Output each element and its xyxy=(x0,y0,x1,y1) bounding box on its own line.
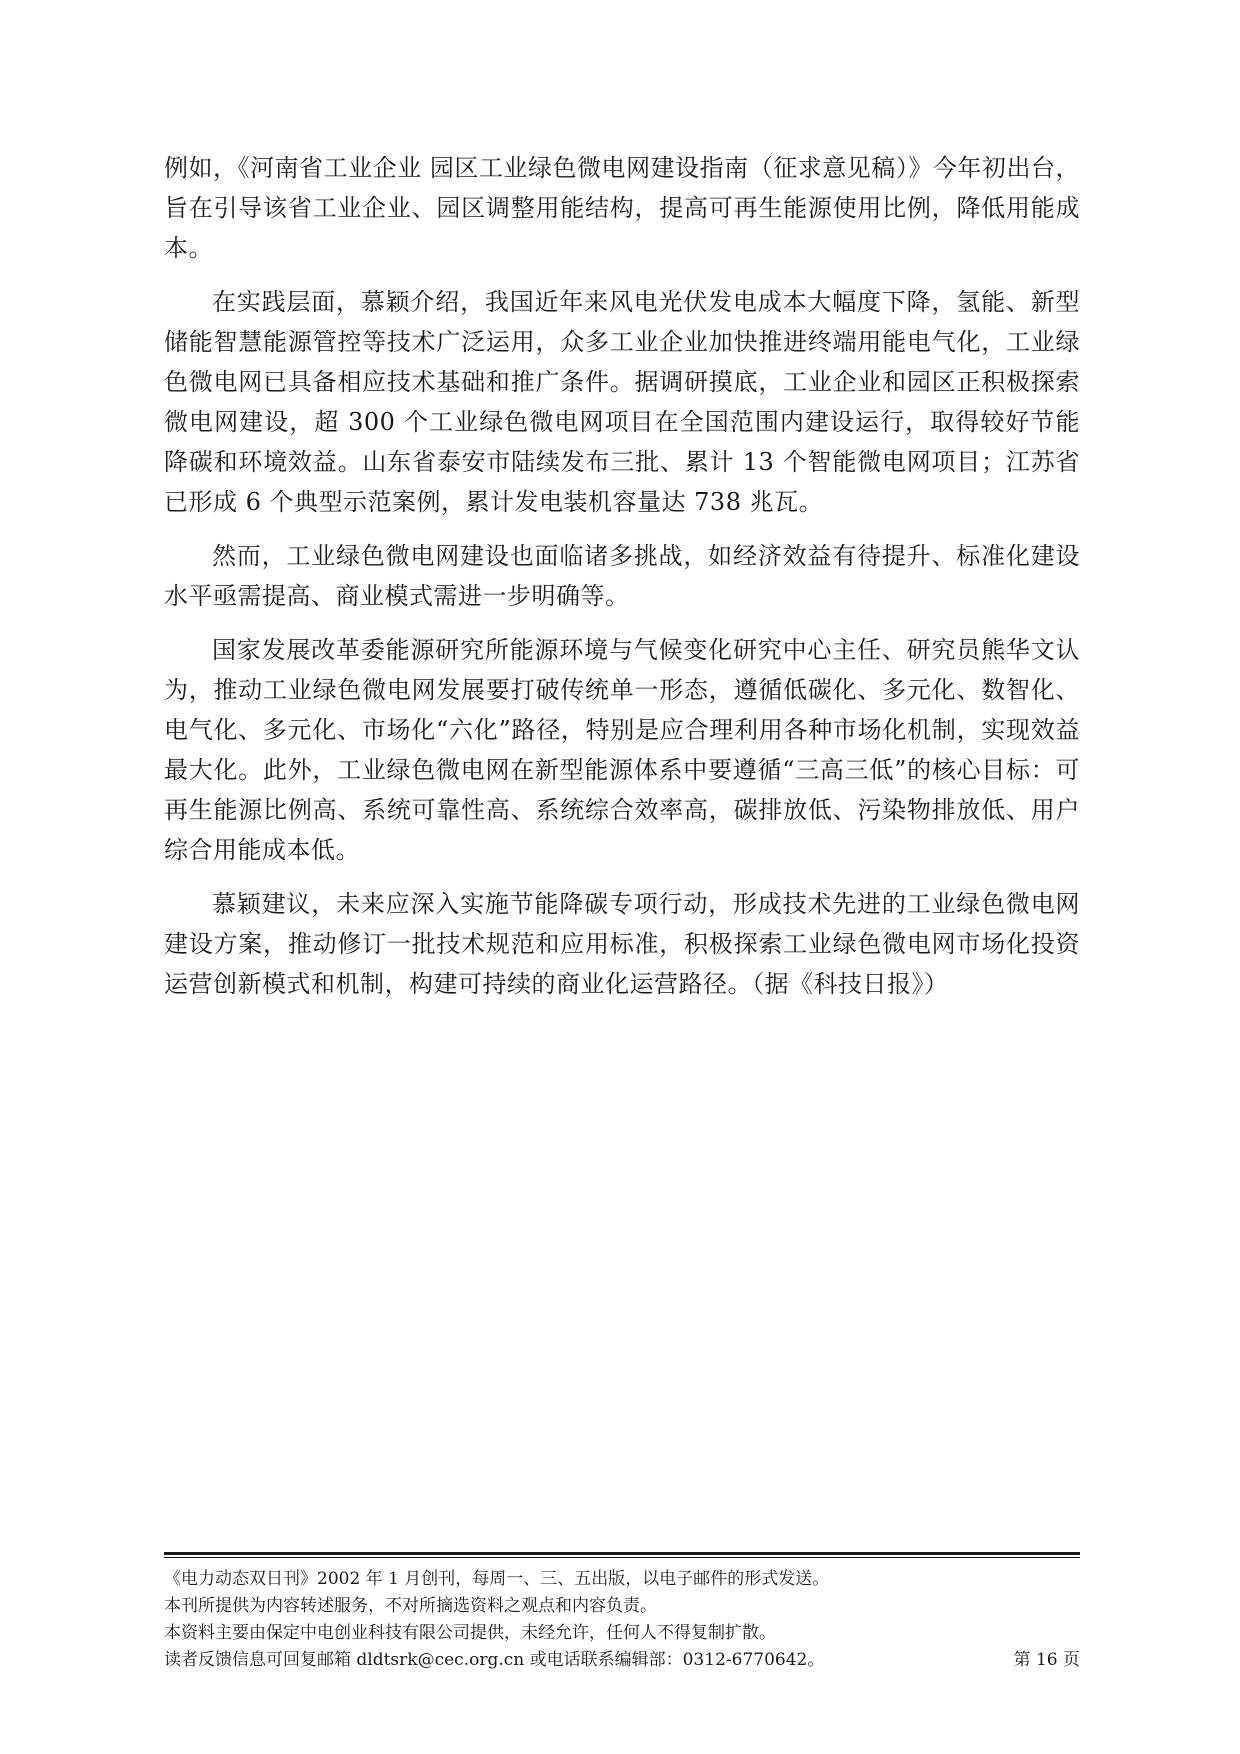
paragraph-5: 慕颖建议，未来应深入实施节能降碳专项行动，形成技术先进的工业绿色微电网建设方案，推动修订一批技术规范和应用标准，积极探索工业绿色微电网市场化投资运营创新模式和机制，构建可持续的商业化运营路径。（据《科技日报》） xyxy=(164,890,1080,998)
footer-line-contact: 读者反馈信息可回复邮箱 dldtsrk@cec.org.cn 或电话联系编辑部：0312-6770642。 xyxy=(164,1650,825,1670)
footer-notes xyxy=(164,1566,1080,1674)
paragraph-1: 例如，《河南省工业企业 园区工业绿色微电网建设指南（征求意见稿）》今年初出台，旨在引导该省工业企业、园区调整用能结构，提高可再生能源使用比例，降低用能成本。 xyxy=(164,154,1080,262)
page-number: 第 16 页 xyxy=(1013,1650,1080,1670)
footer-line-disclaimer: 本刊所提供为内容转述服务，不对所摘选资料之观点和内容负责。 xyxy=(164,1596,657,1616)
paragraph-2: 在实践层面，慕颖介绍，我国近年来风电光伏发电成本大幅度下降，氢能、新型储能智慧能源管控等技术广泛运用，众多工业企业加快推进终端用能电气化，工业绿色微电网已具备相应技术基础和推广条件。据调研摸底，工业企业和园区正积极探索微电网建设，超 300 个工业绿色微电网项目在全国范围内建设运行，取得较好节能降碳和环境效益。山东省泰安市陆续发布三批、累计 13 个智能微电网项目；江苏省已形成 6 个典型示范案例，累计发电装机容量达 738 兆瓦。 xyxy=(164,288,1080,516)
page-footer xyxy=(164,1552,1080,1674)
footer-divider-thick xyxy=(164,1552,1080,1555)
footer-divider-thin xyxy=(164,1557,1080,1558)
paragraph-4: 国家发展改革委能源研究所能源环境与气候变化研究中心主任、研究员熊华文认为，推动工业绿色微电网发展要打破传统单一形态，遵循低碳化、多元化、数智化、电气化、多元化、市场化“六化”路径，特别是应合理利用各种市场化机制，实现效益最大化。此外，工业绿色微电网在新型能源体系中要遵循“三高三低”的核心目标：可再生能源比例高、系统可靠性高、系统综合效率高，碳排放低、污染物排放低、用户综合用能成本低。 xyxy=(164,636,1080,864)
footer-line-copyright: 本资料主要由保定中电创业科技有限公司提供，未经允许，任何人不得复制扩散。 xyxy=(164,1623,776,1643)
article-body xyxy=(164,148,1080,1018)
footer-line-publication: 《电力动态双日刊》2002 年 1 月创刊，每周一、三、五出版，以电子邮件的形式发送。 xyxy=(164,1569,830,1589)
paragraph-3: 然而，工业绿色微电网建设也面临诸多挑战，如经济效益有待提升、标准化建设水平亟需提高、商业模式需进一步明确等。 xyxy=(164,542,1080,610)
